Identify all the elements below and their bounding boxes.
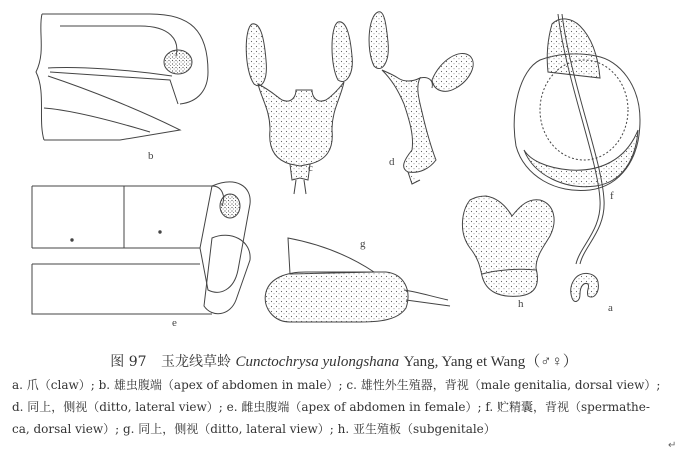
drawing-e-female-abdomen-apex <box>32 182 250 314</box>
return-mark-icon: ↵ <box>668 440 677 451</box>
caption-line-3: ca, dorsal view）; g. 同上，侧视（ditto, lateral view）; h. 亚生殖板（subgenitale） <box>12 422 496 436</box>
label-e: e <box>172 317 177 329</box>
drawing-b-male-abdomen-apex <box>36 14 208 140</box>
species-chinese-name: 玉龙线草蛉 <box>160 354 231 370</box>
label-d: d <box>389 156 395 168</box>
species-latin-name: Cunctochrysa yulongshana <box>235 354 400 370</box>
label-f: f <box>610 190 614 202</box>
label-a: a <box>608 302 613 314</box>
drawing-a-claw <box>571 273 599 301</box>
drawing-d-male-genitalia-lateral <box>369 12 473 184</box>
label-c: c <box>308 162 313 174</box>
figure-caption-body <box>12 374 676 440</box>
figure-number: 图 97 <box>110 354 147 370</box>
figure-caption-title <box>0 350 688 371</box>
drawing-g-spermatheca-lateral <box>265 238 450 322</box>
species-authors: Yang, Yang et Wang（♂♀） <box>403 354 578 370</box>
drawing-h-subgenitale <box>462 196 554 296</box>
label-g: g <box>360 238 366 250</box>
label-b: b <box>148 150 154 162</box>
label-h: h <box>518 298 524 310</box>
caption-line-1: a. 爪（claw）; b. 雄虫腹端（apex of abdomen in male）; c. 雄性外生殖器，背视（male genitalia, dorsal view）; <box>12 378 661 392</box>
caption-line-2: d. 同上，侧视（ditto, lateral view）; e. 雌虫腹端（apex of abdomen in female）; f. 贮精囊，背视（spermathe- <box>12 400 650 414</box>
drawing-c-male-genitalia-dorsal <box>246 22 352 194</box>
